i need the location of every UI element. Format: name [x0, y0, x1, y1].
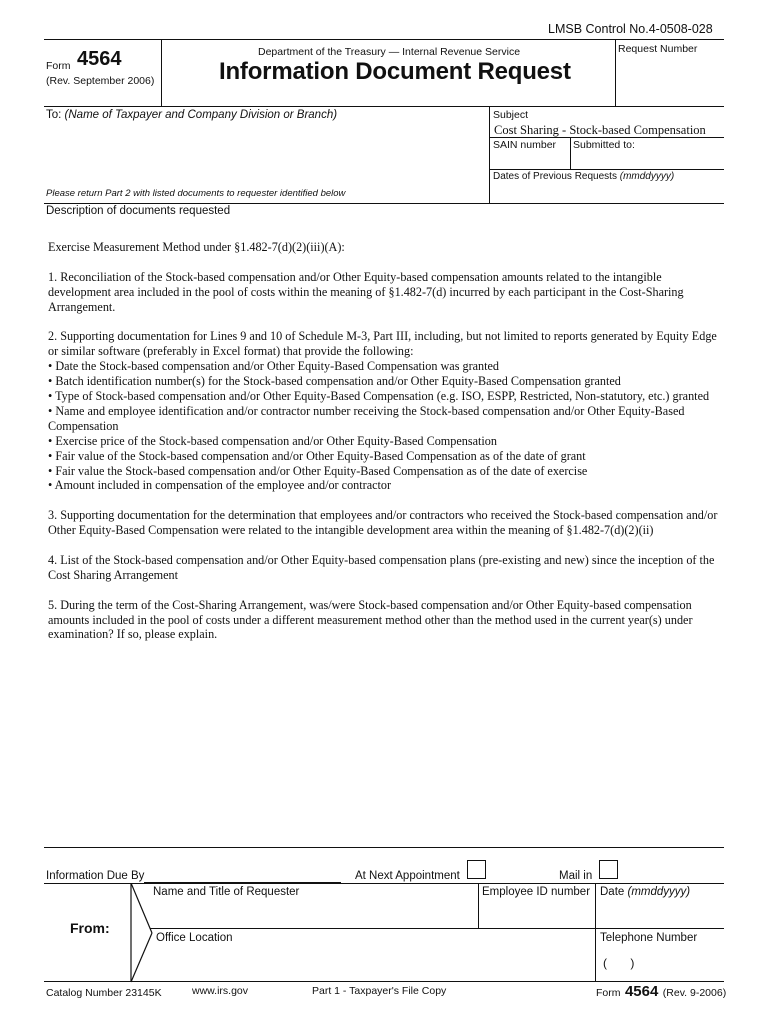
bullet-item: • Fair value of the Stock-based compensation and/or Other Equity-Based Compensation as of the date of grant	[48, 448, 586, 463]
control-number: LMSB Control No.4-0508-028	[548, 22, 713, 36]
return-note: Please return Part 2 with listed documents to requester identified below	[46, 188, 346, 199]
item-4: 4. List of the Stock-based compensation and/or Other Equity-based compensation plans (pre-existing and new) since the inception of the Cost Sharing Arrangement	[48, 552, 715, 582]
body-intro: Exercise Measurement Method under §1.482-7(d)(2)(iii)(A):	[48, 240, 345, 254]
employee-id-label: Employee ID number	[482, 886, 591, 898]
sain-rule	[489, 169, 724, 170]
info-due-label: Information Due By	[46, 870, 145, 882]
bullet-item: • Fair value the Stock-based compensation and/or Other Equity-Based Compensation as of the date of exercise	[48, 463, 588, 478]
previous-requests-group	[493, 171, 674, 182]
requester-field[interactable]	[153, 902, 475, 926]
subject-value[interactable]: Cost Sharing - Stock-based Compensation	[494, 123, 706, 137]
telephone-field[interactable]: ( )	[603, 956, 635, 970]
next-appointment-label: At Next Appointment	[355, 870, 460, 882]
part-label: Part 1 - Taxpayer's File Copy	[312, 985, 447, 997]
department-line: Department of the Treasury — Internal Revenue Service	[258, 46, 521, 58]
header-divider-right	[615, 39, 616, 106]
form-revision: (Rev. September 2006)	[46, 75, 155, 87]
from-arrow-icon	[130, 883, 156, 983]
telephone-label: Telephone Number	[600, 932, 698, 944]
document-request-body	[48, 240, 724, 657]
next-appointment-checkbox[interactable]	[467, 860, 486, 879]
request-number-label: Request Number	[618, 43, 698, 55]
previous-requests-hint: (mmddyyyy)	[619, 171, 675, 182]
bullet-item: • Exercise price of the Stock-based compensation and/or Other Equity-Based Compensation	[48, 433, 497, 448]
taxpayer-name-field[interactable]	[46, 125, 484, 185]
sain-label: SAIN number	[493, 139, 557, 151]
to-label: To:	[46, 109, 62, 121]
to-hint: (Name of Taxpayer and Company Division or Branch)	[64, 109, 338, 121]
employee-id-divider	[478, 883, 479, 928]
footer-top-rule	[44, 847, 724, 848]
to-label-group	[46, 109, 337, 121]
from-label: From:	[70, 920, 110, 936]
catalog-number: Catalog Number 23145K	[46, 987, 162, 999]
bullet-item: • Batch identification number(s) for the Stock-based compensation and/or Other Equity-Based Compensation granted	[48, 374, 621, 389]
footer-form-revision: (Rev. 9-2006)	[662, 987, 727, 999]
submitted-to-label: Submitted to:	[573, 139, 635, 151]
office-location-label: Office Location	[156, 932, 233, 944]
mail-in-checkbox[interactable]	[599, 860, 618, 879]
page-title: Information Document Request	[219, 58, 571, 85]
date-field[interactable]	[600, 902, 720, 926]
bullet-item: • Name and employee identification and/or contractor number receiving the Stock-based compensation and/or Other Equity-Based Compensation	[48, 403, 685, 433]
footer-form-label: Form	[596, 987, 621, 999]
bullet-item: • Amount included in compensation of the employee and/or contractor	[48, 478, 392, 493]
sain-divider	[570, 137, 571, 169]
item-3: 3. Supporting documentation for the determination that employees and/or contractors who received the Stock-based compensation and/or Other Equity-Based Compensation were related to the intangible development area within the meaning of §1.482-7(d)(2)(ii)	[48, 508, 718, 538]
item-1: 1. Reconciliation of the Stock-based compensation and/or Other Equity-based compensation amounts related to the intangible development area included in the pool of costs within the meaning of §1.482-7(d) incurred by each participant in the Cost-Sharing Arrangement.	[48, 269, 684, 314]
employee-id-field[interactable]	[482, 902, 592, 926]
date-hint: (mmddyyyy)	[627, 886, 691, 898]
previous-requests-label: Dates of Previous Requests	[493, 171, 617, 182]
item-2-intro: 2. Supporting documentation for Lines 9 and 10 of Schedule M-3, Part III, including, but not limited to reports generated by Equity Edge or similar software (preferably in Excel format) that provide the following:	[48, 329, 717, 359]
request-number-field[interactable]	[618, 58, 722, 104]
subject-label: Subject	[493, 109, 529, 121]
top-rule	[44, 39, 724, 40]
form-label: Form	[46, 60, 71, 72]
footer-form-id	[596, 983, 726, 1001]
description-label: Description of documents requested	[46, 205, 231, 217]
form-number: 4564	[77, 48, 122, 70]
date-label: Date	[600, 886, 625, 898]
bullet-item: • Type of Stock-based compensation and/or Other Equity-Based Compensation (e.g. ISO, ESPP, Restricted, Non-statutory, etc.) granted	[48, 389, 710, 404]
mail-in-label: Mail in	[559, 870, 593, 882]
date-group	[600, 886, 690, 898]
header-bottom-rule	[44, 106, 724, 107]
bullet-item: • Date the Stock-based compensation and/or Other Equity-Based Compensation was granted	[48, 359, 500, 374]
requester-label: Name and Title of Requester	[153, 886, 300, 898]
footer-form-number: 4564	[624, 983, 659, 1000]
header-divider-left	[161, 39, 162, 106]
office-location-field[interactable]	[156, 948, 590, 978]
subject-divider	[489, 106, 490, 204]
office-rule	[150, 928, 724, 929]
subject-rule	[489, 137, 724, 138]
item-5: 5. During the term of the Cost-Sharing Arrangement, was/were Stock-based compensation and/or Other Equity-based compensation amounts included in the pool of costs under a different measurement method other than the method used in the current year(s) under examination? If so, please explain.	[48, 597, 693, 642]
website[interactable]: www.irs.gov	[192, 985, 249, 997]
date-divider	[595, 883, 596, 981]
